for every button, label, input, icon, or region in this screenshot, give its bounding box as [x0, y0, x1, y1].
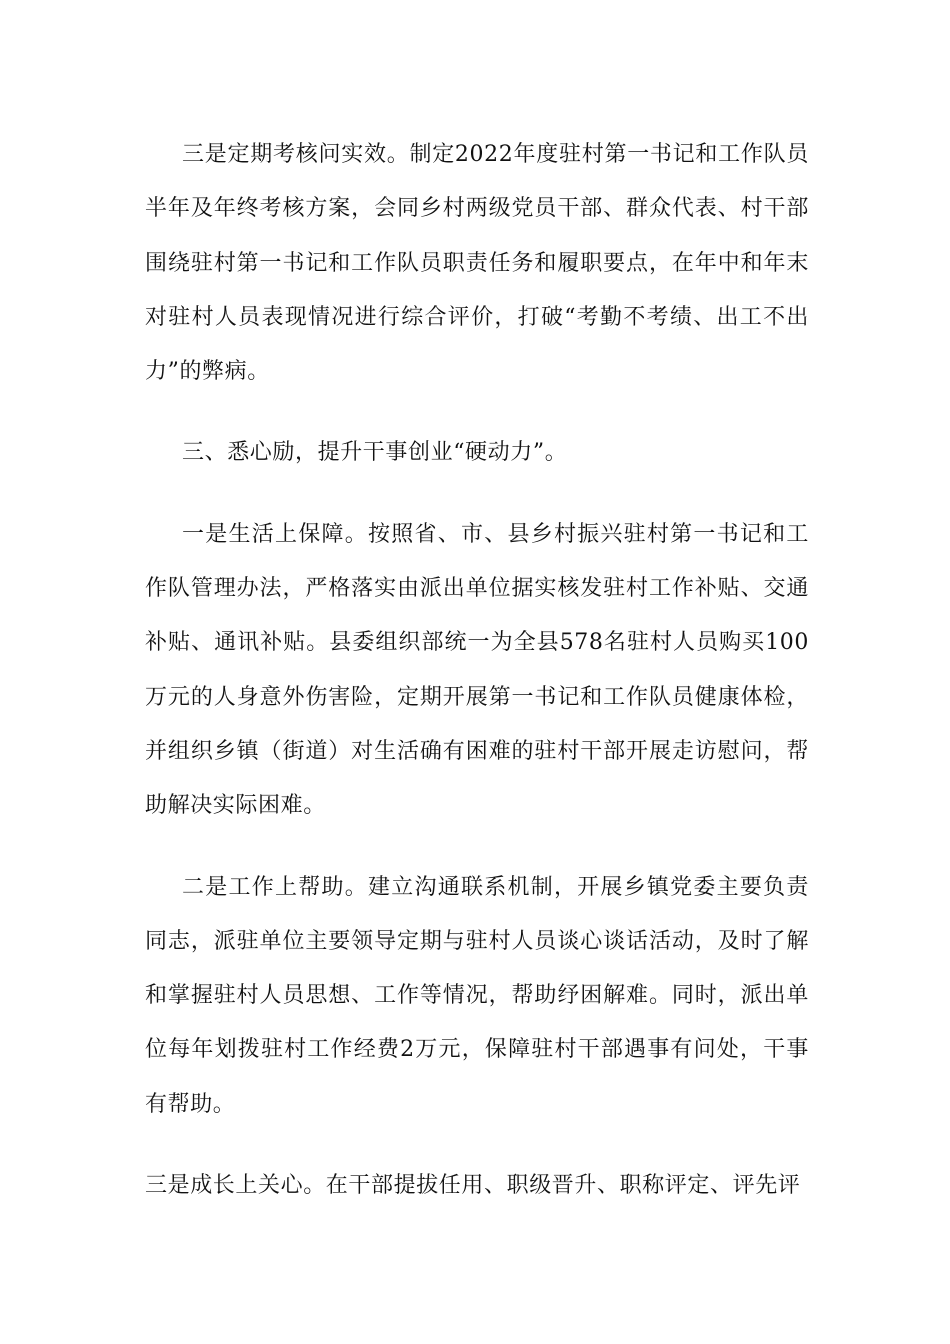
paragraph-periodic-assessment: 三是定期考核问实效。制定2022年度驻村第一书记和工作队员半年及年终考核方案，会同乡村两级党员干部、群众代表、村干部围绕驻村第一书记和工作队员职责任务和履职要点，在年中和年末对驻村人员表现情况进行综合评价，打破“考勤不考绩、出工不出力”的弊病。	[145, 142, 809, 385]
paragraph-life-support: 一是生活上保障。按照省、市、县乡村振兴驻村第一书记和工作队管理办法，严格落实由派出单位据实核发驻村工作补贴、交通补贴、通讯补贴。县委组织部统一为全县578名驻村人员购买100万元的人身意外伤害险，定期开展第一书记和工作队员健康体检，并组织乡镇（街道）对生活确有困难的驻村干部开展走访慰问，帮助解决实际困难。	[145, 521, 809, 819]
section-heading-motivation: 三、悉心励，提升干事创业“硬动力”。	[182, 440, 568, 466]
document-body	[145, 128, 809, 1240]
paragraph-growth-care: 三是成长上关心。在干部提拔任用、职级晋升、职称评定、评先评	[145, 1173, 801, 1199]
paragraph-work-help: 二是工作上帮助。建立沟通联系机制，开展乡镇党委主要负责同志，派驻单位主要领导定期与驻村人员谈心谈话活动，及时了解和掌握驻村人员思想、工作等情况，帮助纾困解难。同时，派出单位每年划拨驻村工作经费2万元，保障驻村干部遇事有问处，干事有帮助。	[145, 874, 809, 1117]
